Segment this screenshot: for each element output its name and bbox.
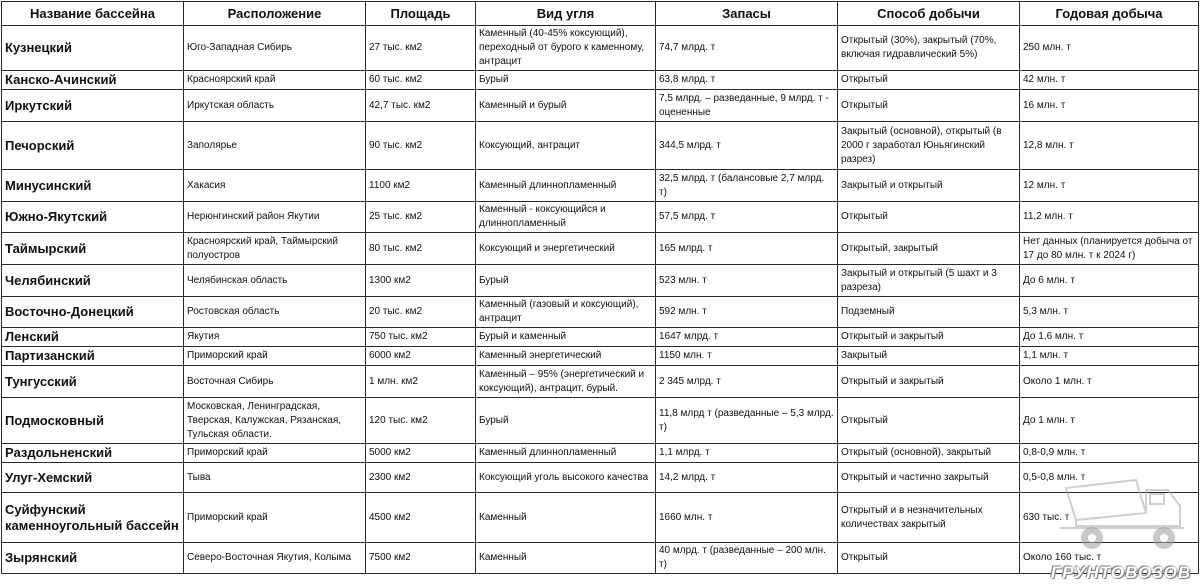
header-annual-output: Годовая добыча bbox=[1020, 2, 1199, 26]
cell-location: Восточная Сибирь bbox=[184, 366, 366, 398]
cell-coal-type: Каменный длиннопламенный bbox=[476, 444, 656, 463]
cell-mining-method: Открытый bbox=[838, 398, 1020, 444]
cell-area: 1 млн. км2 bbox=[366, 366, 476, 398]
cell-location: Московская, Ленинградская, Тверская, Калужская, Рязанская, Тульская области. bbox=[184, 398, 366, 444]
cell-reserves: 1,1 млрд. т bbox=[656, 444, 838, 463]
cell-area: 42,7 тыс. км2 bbox=[366, 90, 476, 122]
cell-reserves: 11,8 млрд т (разведанные – 5,3 млрд. т) bbox=[656, 398, 838, 444]
table-row bbox=[2, 170, 1199, 202]
cell-annual-output: До 6 млн. т bbox=[1020, 265, 1199, 297]
cell-mining-method: Закрытый и открытый (5 шахт и 3 разреза) bbox=[838, 265, 1020, 297]
cell-annual-output: 42 млн. т bbox=[1020, 71, 1199, 90]
cell-basin-name: Челябинский bbox=[2, 265, 184, 297]
cell-area: 750 тыс. км2 bbox=[366, 328, 476, 347]
cell-reserves: 57,5 млрд. т bbox=[656, 202, 838, 233]
cell-area: 7500 км2 bbox=[366, 543, 476, 574]
cell-reserves: 165 млрд. т bbox=[656, 233, 838, 265]
header-location: Расположение bbox=[184, 2, 366, 26]
cell-reserves: 523 млн. т bbox=[656, 265, 838, 297]
cell-area: 4500 км2 bbox=[366, 493, 476, 543]
cell-mining-method: Открытый и в незначительных количествах закрытый bbox=[838, 493, 1020, 543]
cell-mining-method: Открытый (30%), закрытый (70%, включая гидравлический 5%) bbox=[838, 26, 1020, 71]
cell-location: Тыва bbox=[184, 463, 366, 493]
cell-coal-type: Бурый bbox=[476, 265, 656, 297]
table-row bbox=[2, 398, 1199, 444]
cell-coal-type: Бурый bbox=[476, 398, 656, 444]
cell-basin-name: Южно-Якутский bbox=[2, 202, 184, 233]
cell-basin-name: Улуг-Хемский bbox=[2, 463, 184, 493]
cell-mining-method: Открытый (основной), закрытый bbox=[838, 444, 1020, 463]
cell-reserves: 1647 млрд. т bbox=[656, 328, 838, 347]
cell-reserves: 40 млрд. т (разведанные – 200 млн. т) bbox=[656, 543, 838, 574]
cell-annual-output: До 1,6 млн. т bbox=[1020, 328, 1199, 347]
cell-annual-output: 0,8-0,9 млн. т bbox=[1020, 444, 1199, 463]
cell-mining-method: Открытый, закрытый bbox=[838, 233, 1020, 265]
cell-location: Приморский край bbox=[184, 493, 366, 543]
table-row bbox=[2, 122, 1199, 170]
cell-mining-method: Открытый и частично закрытый bbox=[838, 463, 1020, 493]
cell-location: Приморский край bbox=[184, 444, 366, 463]
table-row bbox=[2, 463, 1199, 493]
cell-area: 60 тыс. км2 bbox=[366, 71, 476, 90]
cell-basin-name: Минусинский bbox=[2, 170, 184, 202]
cell-area: 6000 км2 bbox=[366, 347, 476, 366]
cell-annual-output: 12 млн. т bbox=[1020, 170, 1199, 202]
cell-coal-type: Каменный bbox=[476, 493, 656, 543]
cell-reserves: 32,5 млрд. т (балансовые 2,7 млрд. т) bbox=[656, 170, 838, 202]
cell-mining-method: Подземный bbox=[838, 297, 1020, 328]
cell-mining-method: Закрытый bbox=[838, 347, 1020, 366]
cell-area: 27 тыс. км2 bbox=[366, 26, 476, 71]
table-row bbox=[2, 543, 1199, 574]
cell-basin-name: Ленский bbox=[2, 328, 184, 347]
cell-basin-name: Подмосковный bbox=[2, 398, 184, 444]
cell-mining-method: Открытый bbox=[838, 543, 1020, 574]
cell-location: Ростовская область bbox=[184, 297, 366, 328]
cell-area: 2300 км2 bbox=[366, 463, 476, 493]
cell-basin-name: Иркутский bbox=[2, 90, 184, 122]
cell-reserves: 2 345 млрд. т bbox=[656, 366, 838, 398]
cell-mining-method: Открытый и закрытый bbox=[838, 328, 1020, 347]
cell-mining-method: Закрытый (основной), открытый (в 2000 г заработал Юньягинский разрез) bbox=[838, 122, 1020, 170]
table-row bbox=[2, 347, 1199, 366]
cell-annual-output: 0,5-0,8 млн. т bbox=[1020, 463, 1199, 493]
cell-area: 1300 км2 bbox=[366, 265, 476, 297]
cell-basin-name: Партизанский bbox=[2, 347, 184, 366]
cell-location: Юго-Западная Сибирь bbox=[184, 26, 366, 71]
cell-location: Хакасия bbox=[184, 170, 366, 202]
cell-coal-type: Каменный длиннопламенный bbox=[476, 170, 656, 202]
cell-basin-name: Канско-Ачинский bbox=[2, 71, 184, 90]
cell-reserves: 1660 млн. т bbox=[656, 493, 838, 543]
cell-basin-name: Восточно-Донецкий bbox=[2, 297, 184, 328]
cell-basin-name: Зырянский bbox=[2, 543, 184, 574]
table-row bbox=[2, 297, 1199, 328]
cell-location: Нерюнгинский район Якутии bbox=[184, 202, 366, 233]
cell-location: Красноярский край bbox=[184, 71, 366, 90]
table-row bbox=[2, 366, 1199, 398]
cell-annual-output: 16 млн. т bbox=[1020, 90, 1199, 122]
table-row bbox=[2, 444, 1199, 463]
cell-reserves: 63,8 млрд. т bbox=[656, 71, 838, 90]
cell-annual-output: Около 1 млн. т bbox=[1020, 366, 1199, 398]
cell-coal-type: Каменный – 95% (энергетический и коксующий), антрацит, бурый. bbox=[476, 366, 656, 398]
cell-coal-type: Коксующий уголь высокого качества bbox=[476, 463, 656, 493]
cell-basin-name: Раздольненский bbox=[2, 444, 184, 463]
cell-annual-output: 1,1 млн. т bbox=[1020, 347, 1199, 366]
cell-basin-name: Кузнецкий bbox=[2, 26, 184, 71]
cell-location: Северо-Восточная Якутия, Колыма bbox=[184, 543, 366, 574]
table-row bbox=[2, 265, 1199, 297]
header-coal-type: Вид угля bbox=[476, 2, 656, 26]
cell-area: 5000 км2 bbox=[366, 444, 476, 463]
cell-basin-name: Тунгусский bbox=[2, 366, 184, 398]
cell-coal-type: Каменный (40-45% коксующий), переходный от бурого к каменному, антрацит bbox=[476, 26, 656, 71]
table-row bbox=[2, 328, 1199, 347]
cell-area: 25 тыс. км2 bbox=[366, 202, 476, 233]
cell-reserves: 74,7 млрд. т bbox=[656, 26, 838, 71]
cell-annual-output: Около 160 тыс. т bbox=[1020, 543, 1199, 574]
cell-area: 80 тыс. км2 bbox=[366, 233, 476, 265]
cell-coal-type: Каменный - коксующийся и длиннопламенный bbox=[476, 202, 656, 233]
coal-basins-table bbox=[1, 1, 1199, 574]
cell-mining-method: Открытый bbox=[838, 90, 1020, 122]
cell-reserves: 344,5 млрд. т bbox=[656, 122, 838, 170]
cell-coal-type: Каменный энергетический bbox=[476, 347, 656, 366]
cell-basin-name: Суйфунский каменноугольный бассейн bbox=[2, 493, 184, 543]
cell-coal-type: Каменный bbox=[476, 543, 656, 574]
cell-annual-output: 5,3 млн. т bbox=[1020, 297, 1199, 328]
cell-area: 20 тыс. км2 bbox=[366, 297, 476, 328]
cell-location: Заполярье bbox=[184, 122, 366, 170]
cell-coal-type: Каменный и бурый bbox=[476, 90, 656, 122]
cell-coal-type: Коксующий и энергетический bbox=[476, 233, 656, 265]
cell-annual-output: 12,8 млн. т bbox=[1020, 122, 1199, 170]
cell-reserves: 14,2 млрд. т bbox=[656, 463, 838, 493]
header-reserves: Запасы bbox=[656, 2, 838, 26]
table-row bbox=[2, 26, 1199, 71]
cell-location: Красноярский край, Таймырский полуостров bbox=[184, 233, 366, 265]
cell-location: Челябинская область bbox=[184, 265, 366, 297]
cell-annual-output: 630 тыс. т bbox=[1020, 493, 1199, 543]
cell-mining-method: Открытый и закрытый bbox=[838, 366, 1020, 398]
cell-reserves: 592 млн. т bbox=[656, 297, 838, 328]
table-row bbox=[2, 71, 1199, 90]
cell-mining-method: Открытый bbox=[838, 71, 1020, 90]
watermark-text: ГРУНТОВОЗОВ bbox=[1050, 563, 1192, 582]
cell-annual-output: До 1 млн. т bbox=[1020, 398, 1199, 444]
table-row bbox=[2, 90, 1199, 122]
cell-location: Иркутская область bbox=[184, 90, 366, 122]
table-row bbox=[2, 233, 1199, 265]
table-row bbox=[2, 202, 1199, 233]
cell-area: 90 тыс. км2 bbox=[366, 122, 476, 170]
header-area: Площадь bbox=[366, 2, 476, 26]
cell-coal-type: Бурый и каменный bbox=[476, 328, 656, 347]
cell-location: Якутия bbox=[184, 328, 366, 347]
cell-coal-type: Каменный (газовый и коксующий), антрацит bbox=[476, 297, 656, 328]
cell-mining-method: Закрытый и открытый bbox=[838, 170, 1020, 202]
header-mining-method: Способ добычи bbox=[838, 2, 1020, 26]
cell-basin-name: Печорский bbox=[2, 122, 184, 170]
table-row bbox=[2, 493, 1199, 543]
cell-annual-output: Нет данных (планируется добыча от 17 до 80 млн. т к 2024 г) bbox=[1020, 233, 1199, 265]
cell-mining-method: Открытый bbox=[838, 202, 1020, 233]
cell-area: 120 тыс. км2 bbox=[366, 398, 476, 444]
cell-reserves: 1150 млн. т bbox=[656, 347, 838, 366]
cell-location: Приморский край bbox=[184, 347, 366, 366]
cell-reserves: 7,5 млрд. – разведанные, 9 млрд. т - оцененные bbox=[656, 90, 838, 122]
table-header-row bbox=[2, 2, 1199, 26]
cell-annual-output: 11,2 млн. т bbox=[1020, 202, 1199, 233]
cell-basin-name: Таймырский bbox=[2, 233, 184, 265]
cell-annual-output: 250 млн. т bbox=[1020, 26, 1199, 71]
header-basin-name: Название бассейна bbox=[2, 2, 184, 26]
cell-coal-type: Бурый bbox=[476, 71, 656, 90]
cell-coal-type: Коксующий, антрацит bbox=[476, 122, 656, 170]
cell-area: 1100 км2 bbox=[366, 170, 476, 202]
